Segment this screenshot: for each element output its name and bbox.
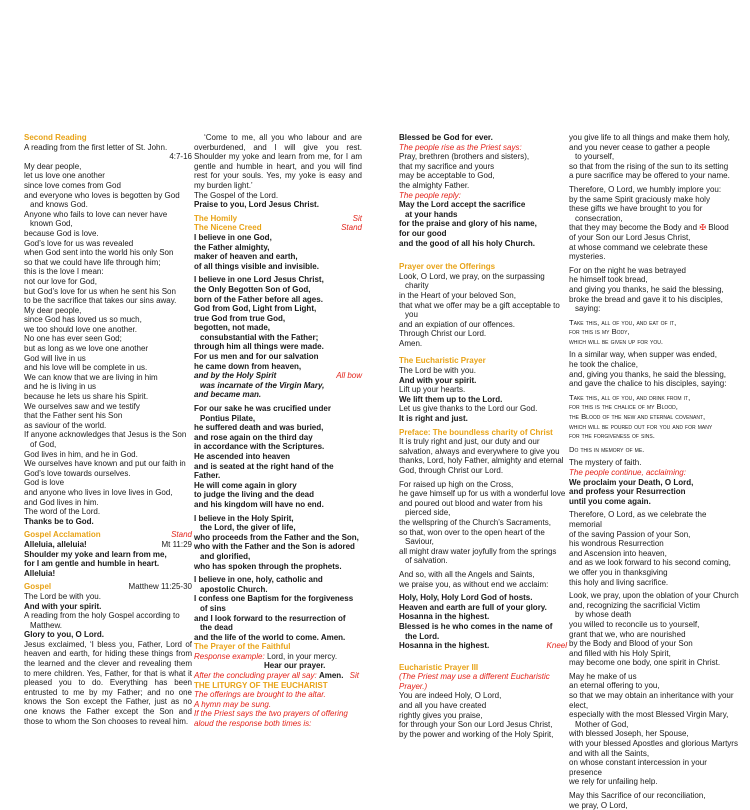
example-response: Hear our prayer. [264,661,326,671]
creed-line: and by the Holy Spirit [194,371,277,381]
prayer-line: may become one body, one spirit in Christ. [569,658,721,668]
creed-line: Pontius Pilate, [200,413,256,423]
reading-line: My dear people, [24,305,82,315]
posture-cue: Sit [349,671,359,681]
prayer-text: that they may become the Body and [569,223,698,233]
second-reading-lines [24,162,192,507]
creed-line: I believe in the Holy Spirit, [194,513,294,523]
dialogue-response: It is right and just. [399,414,468,424]
creed-line: I believe in one, holy, catholic and [194,575,323,585]
prayer-line: Therefore, O Lord, we humbly implore you: [569,184,722,194]
prayer-line: For on the night he was betrayed [569,265,686,275]
preface-line: of salvation. [405,556,448,566]
posture-cue: Stand [341,223,362,233]
creed-line: he came down from heaven, [194,361,302,371]
liturgy-cue: If the Priest says the two prayers of offering [194,709,348,719]
sanctus-kneel-row [399,641,567,651]
ep3-line: and all you have created [399,701,487,711]
prayer-line: and gave the chalice to his disciples, saying: [569,379,727,389]
reading-line: We ourselves have known and put our faith in [24,459,186,469]
creed-line: apostolic Church. [200,584,268,594]
prayer-line: we offer you in thanksgiving [569,567,668,577]
creed-line: of all things visible and invisible. [194,261,319,271]
acclamation-alleluia-row [24,540,192,550]
reading-line: to be the sacrifice that takes our sins away. [24,296,177,306]
prayer-line: May this Sacrifice of our reconciliation, [569,791,706,800]
consecration-line: Take this, all of you, and drink from it, [569,392,691,402]
preface-text: It is truly right and just, our duty and our salvation, always and everywhere to give you thanks, Lord, holy Father, almighty and eternal God, through Christ our Lord. [399,437,564,475]
creed-line: and the life of the world to come. Amen. [194,632,346,642]
reading-line: God’s love towards ourselves. [24,468,131,478]
after-cue: After the concluding prayer all say: [194,671,317,681]
sanctus-line: Hosanna in the highest. [399,612,490,622]
epiclesis [569,185,741,262]
creed-heading-row [194,223,362,233]
prayer-line: so that we may obtain an inheritance with your elect, [569,691,734,710]
ep3-line: rightly gives you praise, [399,710,483,720]
reply-line: for the praise and glory of his name, [399,219,537,229]
creed-part-1 [194,233,362,271]
reading-line: because God is love. [24,228,99,238]
sanctus-line: Heaven and earth are full of your glory. [399,602,547,612]
consecration-chalice [569,393,741,441]
ep3-line: You are indeed Holy, O Lord, [399,691,502,701]
preface-line: and poured out blood and water from his [399,498,543,508]
gospel-continued: ‘Come to me, all you who labour and are overburdened, and I will give you rest. Shoulder my yoke and learn from me, for I am gentle and humble in heart, and you will find rest for your souls. Yes, my yoke is easy and my burden light.’ [194,133,362,190]
acclamation-line: Shoulder my yoke and learn from me, [24,549,167,559]
prayer-line: by whose death [575,610,632,620]
gospel-greeting-response: And with your spirit. [24,601,102,611]
reading-line: Anyone who fails to love can never have [24,209,168,219]
creed-line: begotten, not made, [194,323,270,333]
offerings-line: charity [405,281,429,291]
creed-line: of sins [200,603,226,613]
preface-line: Saviour, [405,537,434,547]
faithful-after [194,671,362,681]
prayer-line: a pure sacrifice may be offered to your name. [569,171,730,181]
prayer-line: an eternal offering to you, [569,681,660,691]
reading-line: We can know that we are living in him [24,372,158,382]
prayer-line: you give life to all things and make them holy, [569,133,730,142]
creed-line: through him all things were made. [194,342,324,352]
sanctus-line: the Lord. [405,631,440,641]
creed-line: the Father almighty, [194,242,270,252]
reading-line: God is love [24,478,65,488]
creed-line: born of the Father before all ages. [194,294,323,304]
offerings-line: and an expiation of our offences. [399,319,515,329]
consecration-line: for this is my Body, [569,327,630,337]
dialogue-response: And with your spirit. [399,375,477,385]
preface-line: pierced side, [405,508,451,518]
sanctus-line: Blessed is he who comes in the name of [399,621,553,631]
gospel-ref: Matthew 11:25-30 [128,582,192,592]
mystery-line: The mystery of faith. [569,458,642,468]
creed-line: maker of heaven and earth, [194,252,298,262]
consecration-line: which will be poured out for you and for many [569,421,713,431]
reading-line: We ourselves saw and we testify [24,401,140,411]
prayer-line: by the Body and Blood of your Son [569,639,693,649]
consecration-line: the Blood of the new and eternal covenant, [569,412,706,422]
prayer-line-cross [569,223,741,233]
gospel-response: Praise to you, Lord Jesus Christ. [194,200,319,210]
offerings-heading: Prayer over the Offerings [399,262,496,272]
prayer-line: of your Son our Lord Jesus Christ, [569,232,691,242]
reading-line: and he is living in us [24,382,97,392]
offerings-line: Look, O Lord, we pray, on the surpassing [399,271,545,281]
creed-part-5 [194,575,362,642]
creed-line: in accordance with the Scriptures. [194,442,325,452]
reading-line: when God sent into the world his only Son [24,248,174,258]
column-3 [399,133,567,739]
liturgy-heading: THE LITURGY OF THE EUCHARIST [194,680,328,690]
creed-line: For our sake he was crucified under [194,404,331,414]
reading-line: and God lives in him. [24,497,99,507]
prayer-line: by the same Spirit graciously make holy [569,194,710,204]
prayer-line: consecration, [575,213,623,223]
sanctus [399,593,567,651]
rise-cue: The people rise as the Priest says: [399,142,522,152]
institution-bread [569,266,741,314]
prayer-line: we rely for unfailing help. [569,777,658,787]
prayer-line: he himself took bread, [569,275,648,285]
reading-line: since God has loved us so much, [24,315,142,325]
reading-line: If anyone acknowledges that Jesus is the Son [24,430,187,440]
reading-line: since love comes from God [24,180,121,190]
memory-line: Do this in memory of me. [569,444,645,454]
reply-line: at your hands [405,209,458,219]
prayer-line: to yourself, [575,152,615,162]
preface-line: we praise you, as without end we acclaim: [399,579,549,589]
consecration-bread [569,318,741,347]
liturgy-cue: The offerings are brought to the altar. [194,690,326,700]
reply-line: May the Lord accept the sacrifice [399,200,526,210]
reading-line: let us love one another [24,171,105,181]
posture-cue: Kneel [546,641,567,651]
creed-bow-row [194,371,362,381]
preface-line: all might draw water joyfully from the springs [399,546,557,556]
reply-cue: The people reply: [399,190,461,200]
example-label: Response example: [194,651,265,661]
faithful-heading: The Prayer of the Faithful [194,642,291,652]
creed-line: who proceeds from the Father and the Son, [194,532,359,542]
preface-part-3 [399,570,567,589]
liturgy-cue: aloud the response both times is: [194,719,312,729]
reading-line: this is the love I mean: [24,267,104,277]
preface-line: the wellspring of the Church’s Sacraments, [399,517,551,527]
reading-line: No one has ever seen God; [24,334,122,344]
acclamation-line: Alleluia! [24,568,56,578]
gospel-heading: Gospel [24,582,52,592]
institution-chalice [569,350,741,388]
posture-cue: Stand [171,530,192,540]
dialogue-line: Lift up your hearts. [399,385,466,395]
alleluia: Alleluia, alleluia! [24,539,87,549]
ep3-heading: Eucharistic Prayer III [399,662,479,672]
pray-line: may be acceptable to God, [399,171,495,181]
creed-line: He ascended into heaven [194,452,291,461]
prayer-line: Therefore, O Lord, as we celebrate the memorial [569,510,707,529]
prayer-line: and as we look forward to his second coming, [569,558,731,568]
prayer-line: Look, we pray, upon the oblation of your Church [569,591,739,601]
dialogue-line: Let us give thanks to the Lord our God. [399,404,538,414]
reading-line: and knows God. [30,200,88,210]
pray-line: the almighty Father. [399,180,470,190]
reading-line: but as long as we love one another [24,344,149,354]
homily-heading: The Homily [194,213,238,223]
creed-line: the dead [200,623,233,633]
prayer-line: and with all the Saints, [569,748,650,758]
offerings-line: Through Christ our Lord. [399,329,487,339]
prayer-line: In a similar way, when supper was ended, [569,350,717,360]
creed-part-4 [194,514,362,572]
creed-line: consubstantial with the Father; [200,332,319,342]
sign-of-cross-icon: ✠ [699,223,707,233]
gospel-source: A reading from the holy Gospel according to [24,611,180,621]
prayer-line: and you never cease to gather a people [569,142,710,152]
gospel-source: Matthew. [30,620,63,630]
creed-line: he suffered death and was buried, [194,423,324,433]
dialogue-response: We lift them up to the Lord. [399,394,503,404]
creed-line: true God from true God, [194,313,286,323]
reading-line: and everyone who loves is begotten by God [24,190,180,200]
preface-line: For raised up high on the Cross, [399,479,514,489]
preface-line: so that, won over to the open heart of the [399,527,545,537]
prayer-line: and giving you thanks, he said the blessing, [569,284,724,294]
creed-heading: The Nicene Creed [194,223,262,233]
gospel-text: Jesus exclaimed, ‘I bless you, Father, Lord of heaven and earth, for hiding these things from the learned and the clever and revealing them to mere children. Yes, Father, for that is what it pleased you to do. Everything has been entrusted to me by my Father; and no one knows the Son except the Father, just as no one knows the Father except the Son and those to whom the Son chooses to reveal him. [24,639,192,726]
prayer-line: this holy and living sacrifice. [569,577,669,587]
second-reading-ref: 4:7-16 [169,152,192,162]
column-2 [194,133,362,729]
eucharistic-heading: The Eucharistic Prayer [399,356,486,366]
gospel-greeting: The Lord be with you. [24,591,101,601]
offerings-amen: Amen. [399,338,423,348]
reading-line: that the Father sent his Son [24,411,123,421]
example-text: Lord, in your mercy. [266,651,338,661]
ep3-line: for through your Son our Lord Jesus Christ, [399,720,553,730]
creed-line: and rose again on the third day [194,432,313,442]
liturgy-cue: A hymn may be sung. [194,699,272,709]
gospel-heading-row [24,582,192,592]
offerings-line: that what we offer may be a gift acceptable to [399,300,560,310]
acclamation-ref: Mt 11:29 [161,539,192,549]
reading-line: we too should love one another. [24,324,137,334]
sanctus-line: Hosanna in the highest. [399,641,490,651]
prayer-line: of the saving Passion of your Son, [569,529,691,539]
reading-closing: The word of the Lord. [24,507,101,517]
reading-line: and his love will be complete in us. [24,363,148,373]
gospel-closing: The Gospel of the Lord. [194,190,279,200]
homily-heading-row [194,214,362,224]
creed-line: I believe in one God, [194,232,272,242]
creed-part-2 [194,275,362,400]
prayer-line: on whose constant intercession in your presence [569,758,707,777]
creed-line: I confess one Baptism for the forgiveness [194,594,354,604]
reading-line: My dear people, [24,161,82,171]
prayer-line: at whose command we celebrate these mysteries. [569,242,708,262]
prayer-line: broke the bread and gave it to his disciples, [569,294,723,304]
column-1 [24,133,192,726]
second-reading-heading: Second Reading [24,133,87,142]
prayer-line: these gifts we have brought to you for [569,204,703,214]
creed-line: the Only Begotten Son of God, [194,284,311,294]
consecration-line: for this is the chalice of my Blood, [569,402,678,412]
anamnesis [569,510,741,587]
acclamation-line: until you come again. [569,496,651,506]
prayer-line: and Ascension into heaven, [569,548,667,558]
dialogue-line: The Lord be with you. [399,366,476,376]
reading-line: God’s love for us was revealed [24,238,134,248]
pray-line: that my sacrifice and yours [399,161,495,171]
prayer-line: especially with the most Blessed Virgin Mary, [569,710,729,720]
creed-line: and his kingdom will have no end. [194,499,324,509]
reconciliation [569,791,741,810]
preface-part-2 [399,480,567,566]
offerings-line: in the Heart of your beloved Son, [399,290,516,300]
creed-line: was incarnate of the Virgin Mary, [200,380,325,390]
prayer-line: we pray, O Lord, [569,800,628,810]
creed-line: He will come again in glory [194,480,297,490]
creed-line: For us men and for our salvation [194,352,319,362]
acclamation-line: and profess your Resurrection [569,487,686,497]
amen: Amen. [318,671,344,681]
prayer-line: and, giving you thanks, he said the blessing, [569,369,726,379]
creed-line: who with the Father and the Son is adored [194,542,355,552]
reading-line: but God’s love for us when he sent his Son [24,286,176,296]
reading-response: Thanks be to God. [24,516,94,526]
consecration-line: which will be given up for you. [569,336,663,346]
consecration-line: Take this, all of you, and eat of it, [569,317,677,327]
prayer-line: you willed to reconcile us to yourself, [569,619,700,629]
prayer-line: with blessed Joseph, her Spouse, [569,729,689,739]
second-reading-source: A reading from the first letter of St. John. [24,142,168,152]
faithful-example [194,652,362,662]
creed-line: to judge the living and the dead [194,490,315,500]
creed-line: who has spoken through the prophets. [194,561,342,571]
preface-line: he gave himself up for us with a wonderful love [399,489,566,499]
reading-line: God lives in him, and he in God. [24,449,138,459]
bow-cue: All bow [336,371,362,381]
reading-line: known God, [30,219,73,229]
prayer-line: May he make of us [569,671,637,681]
prayer-line: with your blessed Apostles and glorious Martyrs [569,739,738,749]
mystery-cue: The people continue, acclaiming: [569,468,686,477]
preface-heading: Preface: The boundless charity of Christ [399,427,553,437]
offerings-line: you [405,310,418,320]
creed-line: I believe in one Lord Jesus Christ, [194,275,324,285]
prayer-line: so that from the rising of the sun to its setting [569,161,729,171]
creed-line: the Lord, the giver of life, [200,523,296,533]
reading-line: God will live in us [24,353,86,363]
creed-line: and is seated at the right hand of the Father. [194,461,334,481]
gospel-acclamation-heading: Gospel Acclamation [24,530,101,540]
ep3-cue: (The Priest may use a different Eucharistic Prayer.) [399,672,550,691]
gospel-acclamation-heading-row [24,530,192,540]
sanctus-line: Holy, Holy, Holy Lord God of hosts. [399,593,533,603]
ep3-line: by the power and working of the Holy Spirit, [399,729,554,739]
prayer-line: Mother of God, [575,719,629,729]
reading-line: as saviour of the world. [24,420,107,430]
pray-line: Pray, brethren (brothers and sisters), [399,152,530,162]
prayer-line: and filled with his Holy Spirit, [569,648,671,658]
creed-line: God from God, Light from Light, [194,304,317,314]
creed-part-3 [194,404,362,510]
column-4 [569,133,741,810]
reading-line: because he lets us share his Spirit. [24,392,149,402]
reading-line: not our love for God, [24,276,97,286]
preface-line: And so, with all the Angels and Saints, [399,569,535,579]
prayer-line: and, recognizing the sacrificial Victim [569,600,701,610]
creed-line: and became man. [194,390,262,400]
consecration-line: for the forgiveness of sins. [569,431,655,441]
prayer-line: he took the chalice, [569,360,638,370]
reply-line: for our good [399,228,447,238]
gospel-glory: Glory to you, O Lord. [24,630,104,640]
reply-line: and the good of all his holy Church. [399,238,535,248]
acclamation-line: We proclaim your Death, O Lord, [569,477,694,487]
prayer-line: his wondrous Resurrection [569,539,664,549]
acclamation-line: for I am gentle and humble in heart. [24,559,160,569]
reading-line: so that we could have life through him; [24,257,161,267]
prayer-line: saying: [575,304,601,314]
oblation [569,591,741,668]
reading-line: and anyone who lives in love lives in God, [24,487,173,497]
posture-cue: Sit [352,213,362,223]
reading-line: of God, [30,440,57,449]
intercession [569,672,741,787]
prayer-line: grant that we, who are nourished [569,629,686,639]
creed-line: and I look forward to the resurrection of [194,613,346,623]
blessed-line: Blessed be God for ever. [399,133,493,142]
prayer-text: Blood [708,223,729,233]
creed-line: and glorified, [200,551,251,561]
